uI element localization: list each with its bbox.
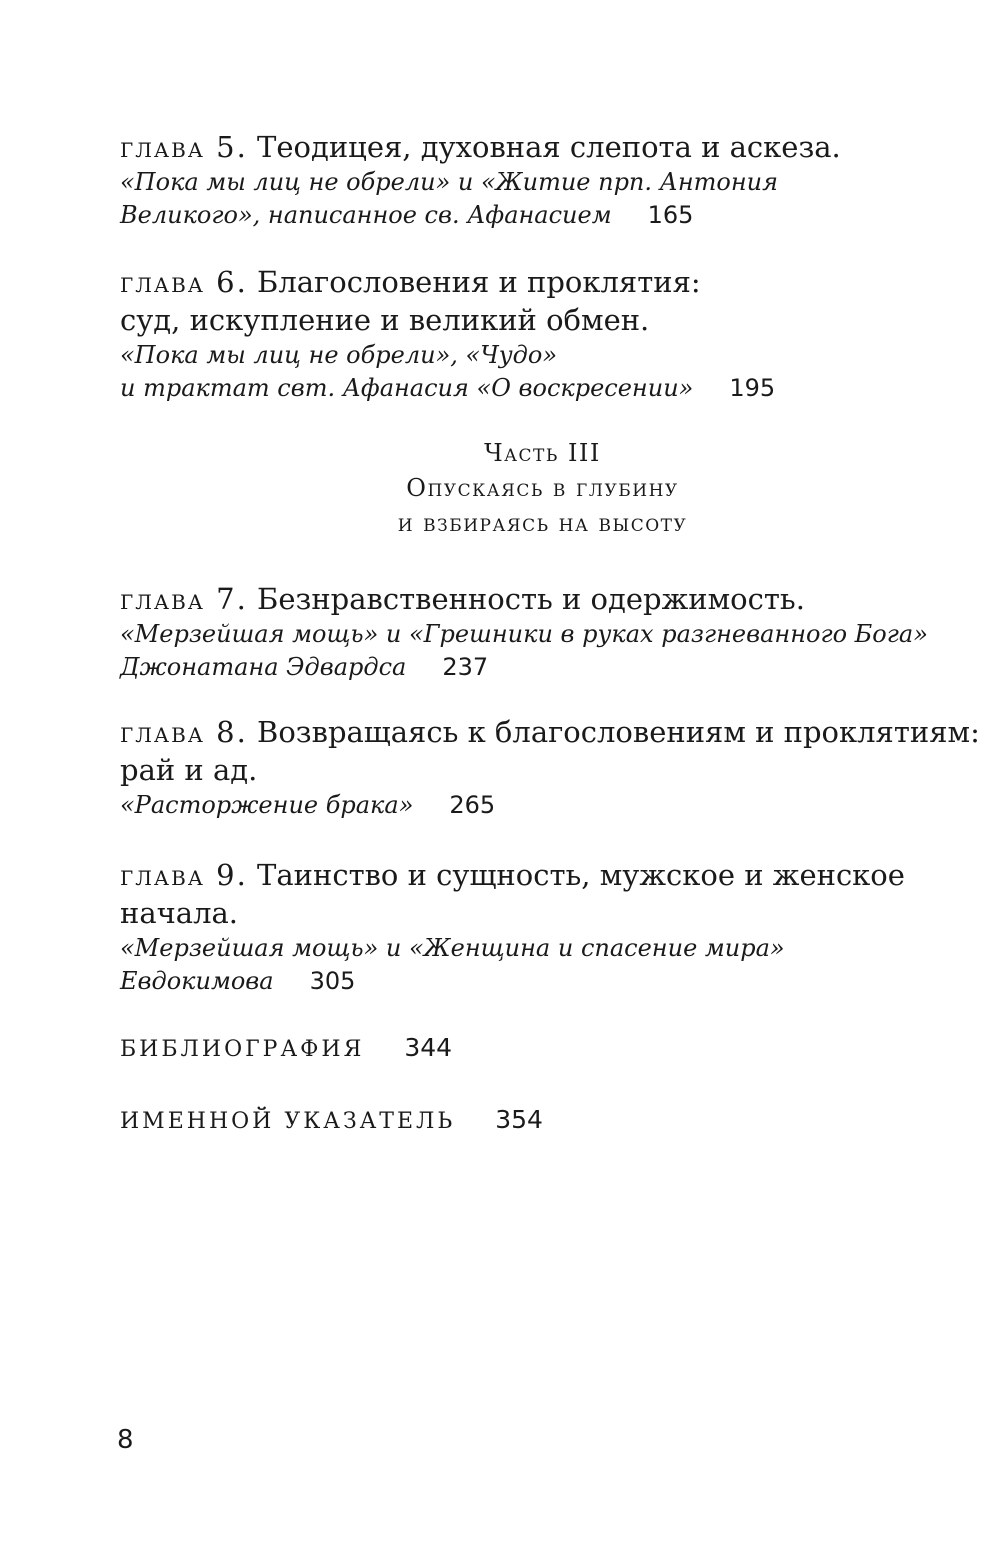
chapter-description: «Пока мы лиц не обрели», «Чудо»	[120, 341, 558, 369]
back-matter-line	[120, 1099, 970, 1141]
chapter-description-text: и трактат свт. Афанасия «О воскресении»	[120, 374, 694, 402]
chapter-heading	[120, 128, 970, 166]
toc-entry-chapter-8	[120, 713, 980, 822]
chapter-label: глава 9.	[120, 858, 248, 892]
chapter-label: глава 5.	[120, 130, 248, 164]
part-label: Часть III	[484, 439, 601, 467]
toc-entry-chapter-9	[120, 856, 970, 998]
page-number: 165	[647, 201, 694, 229]
chapter-description-line	[120, 372, 970, 405]
chapter-description: «Мерзейшая мощь» и «Грешники в руках разгневанного Бога»	[120, 620, 928, 648]
chapter-title: Таинство и сущность, мужское и женское	[257, 858, 905, 892]
chapter-description-text: Евдокимова	[120, 967, 274, 995]
toc-entry-chapter-6	[120, 263, 970, 405]
chapter-title-continued: начала.	[120, 896, 239, 930]
chapter-label: глава 6.	[120, 265, 248, 299]
chapter-description: «Мерзейшая мощь» и «Женщина и спасение мира»	[120, 934, 785, 962]
chapter-title-continued: рай и ад.	[120, 753, 258, 787]
chapter-title: Возвращаясь к благословениям и проклятиям:	[257, 715, 980, 749]
chapter-title: Благословения и проклятия:	[257, 265, 701, 299]
chapter-title: Безнравственность и одержимость.	[257, 582, 805, 616]
back-matter-label: БИБЛИОГРАФИЯ	[120, 1037, 365, 1062]
folio-page-number: 8	[117, 1425, 134, 1455]
toc-entry-name-index	[120, 1099, 970, 1141]
chapter-label: глава 7.	[120, 582, 248, 616]
chapter-description-line	[120, 789, 970, 822]
toc-entry-chapter-7	[120, 580, 970, 684]
chapter-description-line	[120, 965, 970, 998]
page-number: 305	[309, 967, 356, 995]
part-heading	[0, 436, 1000, 541]
chapter-title-continued: суд, искупление и великий обмен.	[120, 303, 650, 337]
back-matter-line	[120, 1027, 970, 1069]
toc-entry-bibliography	[120, 1027, 970, 1069]
page-number: 344	[404, 1033, 453, 1062]
chapter-description-text: Великого», написанное св. Афанасием	[120, 201, 612, 229]
chapter-title: Теодицея, духовная слепота и аскеза.	[257, 130, 841, 164]
chapter-heading	[120, 713, 980, 751]
back-matter-label: ИМЕННОЙ УКАЗАТЕЛЬ	[120, 1109, 456, 1134]
chapter-description-text: «Расторжение брака»	[120, 791, 414, 819]
chapter-label: глава 8.	[120, 715, 248, 749]
toc-entry-chapter-5	[120, 128, 970, 232]
page-number: 354	[495, 1105, 543, 1134]
page-number: 265	[449, 791, 496, 819]
part-title-line: Опускаясь в глубину	[406, 474, 679, 502]
chapter-description-text: Джонатана Эдвардса	[120, 653, 407, 681]
page-number: 195	[729, 374, 776, 402]
chapter-description-line	[120, 651, 970, 684]
chapter-description-line	[120, 199, 970, 232]
chapter-description: «Пока мы лиц не обрели» и «Житие прп. Антония	[120, 168, 778, 196]
page-number: 237	[442, 653, 489, 681]
part-title-line: и взбираясь на высоту	[397, 509, 688, 537]
chapter-heading	[120, 263, 970, 301]
chapter-heading	[120, 580, 970, 618]
chapter-heading	[120, 856, 970, 894]
